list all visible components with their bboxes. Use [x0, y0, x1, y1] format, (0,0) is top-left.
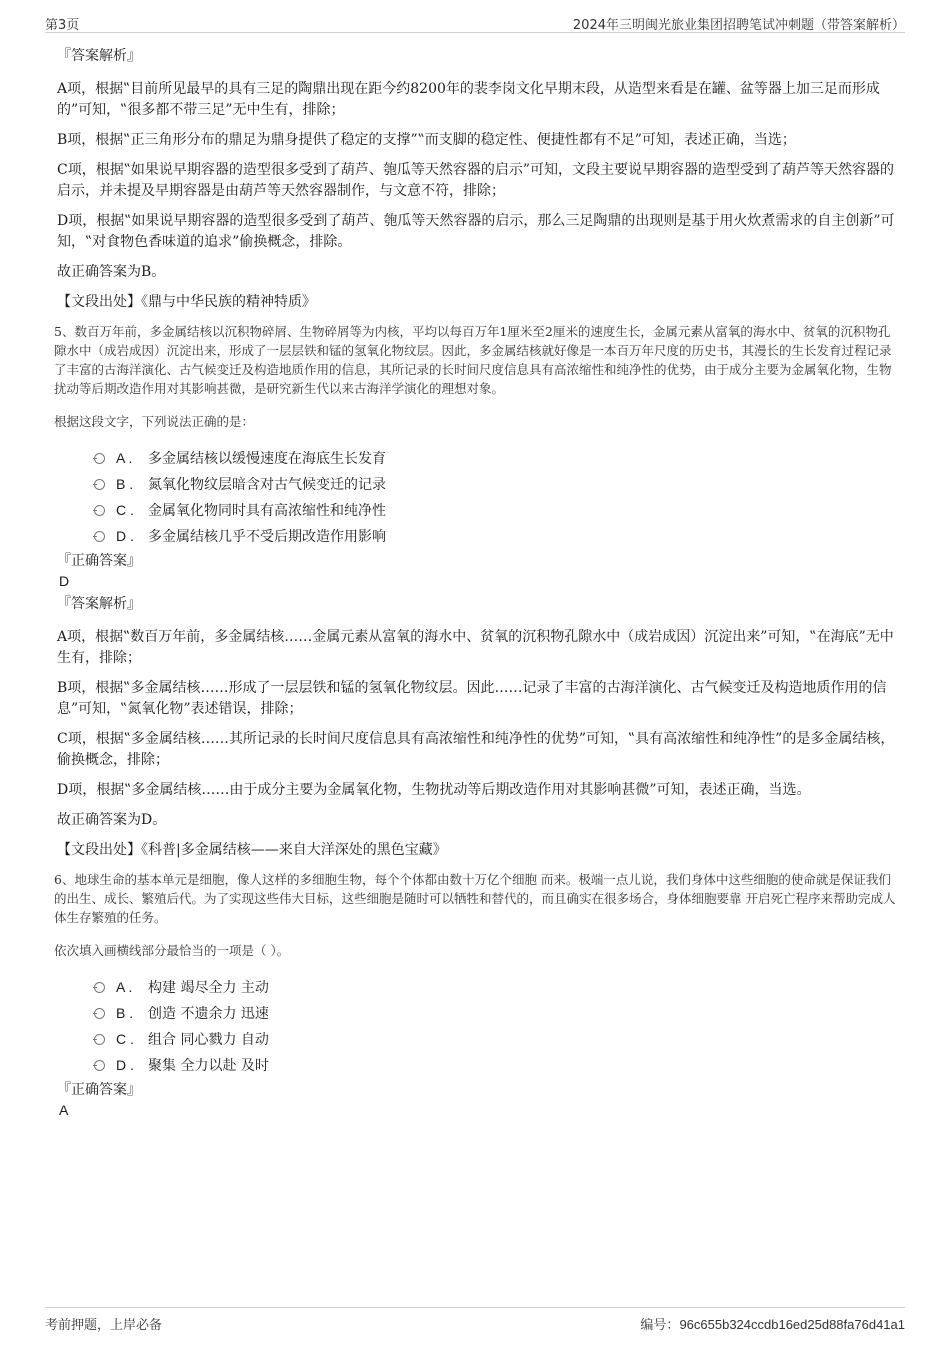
radio-icon[interactable] [94, 1060, 105, 1071]
analysis-conclusion: 故正确答案为D。 [57, 812, 167, 828]
analysis-paragraph: B项，根据‟多金属结核……形成了一层层铁和锰的氢氧化物纹层。因此……记录了丰富的古海洋演化、古气候变迁及构造地质作用的信息”可知，‟氮氧化物”表述错误，排除； [57, 680, 887, 717]
option-c[interactable]: C . 金属氧化物同时具有高浓缩性和纯净性 [94, 497, 897, 523]
option-d[interactable]: D . 多金属结核几乎不受后期改造作用影响 [94, 523, 897, 549]
question-stem: 6、地球生命的基本单元是细胞，像人这样的多细胞生物，每个个体都由数十万亿个细胞 而来。极端一点儿说，我们身体中这些细胞的使命就是保证我们的出生、成长、繁殖后代。为了实现这些伟大目标，这些细胞是随时可以牺牲和替代的，而且确实在很多场合，身体细胞要靠 开启死亡程序来帮助完成人体生存繁殖的任务。 [54, 872, 896, 925]
document-body [54, 46, 897, 1123]
radio-icon[interactable] [94, 982, 105, 993]
analysis-paragraph: C项，根据‟多金属结核……其所记录的长时间尺度信息具有高浓缩性和纯净性的优势”可知，‟具有高浓缩性和纯净性”的是多金属结核，偷换概念，排除； [57, 731, 895, 768]
analysis-label: 『答案解析』 [57, 48, 141, 64]
radio-icon[interactable] [94, 1034, 105, 1045]
code-value: 96c655b324ccdb16ed25d88fa76d41a1 [679, 1317, 905, 1332]
option-c[interactable]: C . 组合 同心戮力 自动 [94, 1026, 897, 1052]
page-footer [45, 1307, 905, 1332]
footer-slogan: 考前押题，上岸必备 [45, 1318, 163, 1333]
radio-icon[interactable] [94, 1008, 105, 1019]
analysis-paragraph: C项，根据‟如果说早期容器的造型很多受到了葫芦、匏瓜等天然容器的启示”可知，文段主要说早期容器的造型受到了葫芦等天然容器的启示，并未提及早期容器是由葫芦等天然容器制作，与文意不符，排除； [57, 162, 895, 199]
radio-icon[interactable] [94, 453, 105, 464]
radio-icon[interactable] [94, 505, 105, 516]
analysis-conclusion: 故正确答案为B。 [57, 264, 166, 280]
option-b[interactable]: B . 氮氧化物纹层暗含对古气候变迁的记录 [94, 471, 897, 497]
analysis-label: 『答案解析』 [57, 596, 141, 612]
analysis-paragraph: A项，根据‟目前所见最早的具有三足的陶鼎出现在距今约8200年的裴李岗文化早期末段，从造型来看是在罐、盆等器上加三足而形成的”可知，‟很多都不带三足”无中生有，排除； [57, 81, 880, 118]
code-label: 编号： [640, 1318, 680, 1333]
answer-value: A [59, 1102, 69, 1118]
document-title: 2024年三明闽光旅业集团招聘笔试冲刺题（带答案解析） [572, 18, 905, 33]
question-prompt: 依次填入画横线部分最恰当的一项是（ ）。 [54, 943, 290, 958]
answer-label: 『正确答案』 [57, 1082, 141, 1098]
radio-icon[interactable] [94, 531, 105, 542]
option-a[interactable]: A . 构建 竭尽全力 主动 [94, 974, 897, 1000]
analysis-paragraph: D项，根据‟多金属结核……由于成分主要为金属氧化物，生物扰动等后期改造作用对其影响甚微”可知，表述正确，当选。 [57, 782, 811, 798]
option-b[interactable]: B . 创造 不遗余力 迅速 [94, 1000, 897, 1026]
question-stem: 5、数百万年前，多金属结核以沉积物碎屑、生物碎屑等为内核，平均以每百万年1厘米至2厘米的速度生长，金属元素从富氧的海水中、贫氧的沉积物孔隙水中（成岩成因）沉淀出来，形成了一层层铁和锰的氢氧化物纹层。因此，多金属结核就好像是一本百万年尺度的历史书，其漫长的生长发育过程记录了丰富的古海洋演化、古气候变迁及构造地质作用的信息，其所记录的长时间尺度信息具有高浓缩性和纯净性的优势，由于成分主要为金属氧化物，生物扰动等后期改造作用对其影响甚微，是研究新生代以来古海洋学演化的理想对象。 [54, 324, 892, 396]
option-a[interactable]: A . 多金属结核以缓慢速度在海底生长发育 [94, 445, 897, 471]
option-list [94, 974, 897, 1078]
question-prompt: 根据这段文字，下列说法正确的是： [54, 414, 255, 429]
answer-label: 『正确答案』 [57, 553, 141, 569]
analysis-paragraph: A项，根据‟数百万年前，多金属结核……金属元素从富氧的海水中、贫氧的沉积物孔隙水中（成岩成因）沉淀出来”可知，‟在海底”无中生有，排除； [57, 629, 894, 666]
page-number: 第3页 [45, 18, 80, 33]
page-header [45, 12, 905, 33]
analysis-paragraph: B项，根据‟正三角形分布的鼎足为鼎身提供了稳定的支撑”‟而支脚的稳定性、便捷性都有不足”可知，表述正确，当选； [57, 132, 796, 148]
radio-icon[interactable] [94, 479, 105, 490]
analysis-paragraph: D项，根据‟如果说早期容器的造型很多受到了葫芦、匏瓜等天然容器的启示，那么三足陶鼎的出现则是基于用火炊煮需求的自主创新”可知，‟对食物色香味道的追求”偷换概念，排除。 [57, 213, 895, 250]
document-id [640, 1314, 905, 1333]
option-d[interactable]: D . 聚集 全力以赴 及时 [94, 1052, 897, 1078]
source-citation: 【文段出处】《科普|多金属结核——来自大洋深处的黑色宝藏》 [57, 842, 447, 858]
option-list [94, 445, 897, 549]
source-citation: 【文段出处】《鼎与中华民族的精神特质》 [57, 294, 316, 310]
answer-value: D [59, 573, 70, 589]
